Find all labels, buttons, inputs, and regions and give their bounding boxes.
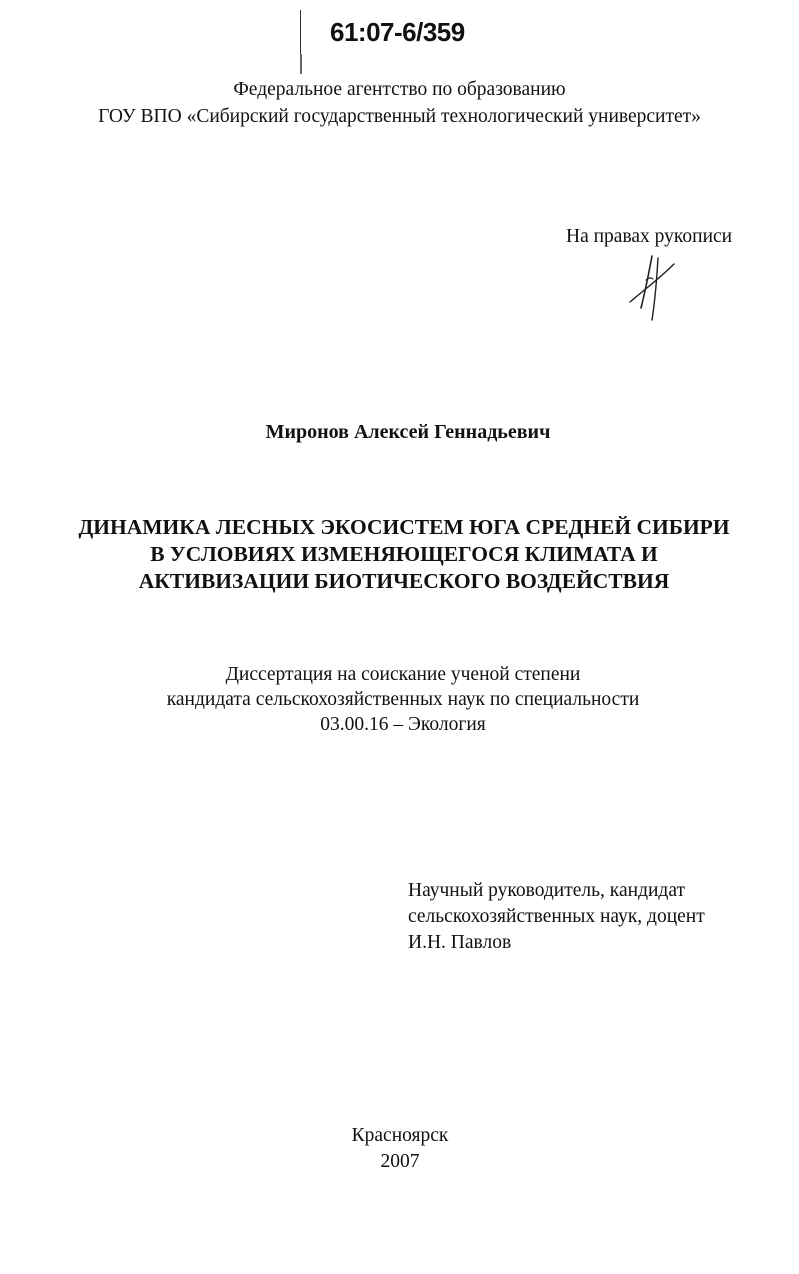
advisor-line: сельскохозяйственных наук, доцент <box>408 906 705 927</box>
title-line: В УСЛОВИЯХ ИЗМЕНЯЮЩЕГОСЯ КЛИМАТА И <box>150 542 658 566</box>
year: 2007 <box>380 1151 420 1172</box>
university-name: ГОУ ВПО «Сибирский государственный технологический университет» <box>98 106 701 127</box>
scientific-advisor <box>408 878 705 956</box>
place-and-year <box>0 1123 799 1175</box>
author-name: Миронов Алексей Геннадьевич <box>265 421 551 443</box>
degree-statement <box>0 662 799 737</box>
dissertation-title <box>0 514 799 595</box>
title-line: ДИНАМИКА ЛЕСНЫХ ЭКОСИСТЕМ ЮГА СРЕДНЕЙ СИБИРИ <box>78 515 730 539</box>
city-name: Красноярск <box>351 1125 449 1146</box>
stamp-tick-mark <box>300 54 302 74</box>
degree-line: кандидата сельскохозяйственных наук по специальности <box>166 689 640 710</box>
agency-name: Федеральное агентство по образованию <box>233 79 566 100</box>
handwritten-signature <box>622 250 682 330</box>
specialty-line: 03.00.16 – Экология <box>320 714 486 735</box>
title-line: АКТИВИЗАЦИИ БИОТИЧЕСКОГО ВОЗДЕЙСТВИЯ <box>138 569 670 593</box>
degree-line: Диссертация на соискание ученой степени <box>225 664 581 685</box>
advisor-name: И.Н. Павлов <box>408 932 512 953</box>
library-stamp-number: 61:07-6/359 <box>330 17 465 47</box>
manuscript-rights-note: На правах рукописи <box>566 226 733 247</box>
advisor-line: Научный руководитель, кандидат <box>408 880 686 901</box>
